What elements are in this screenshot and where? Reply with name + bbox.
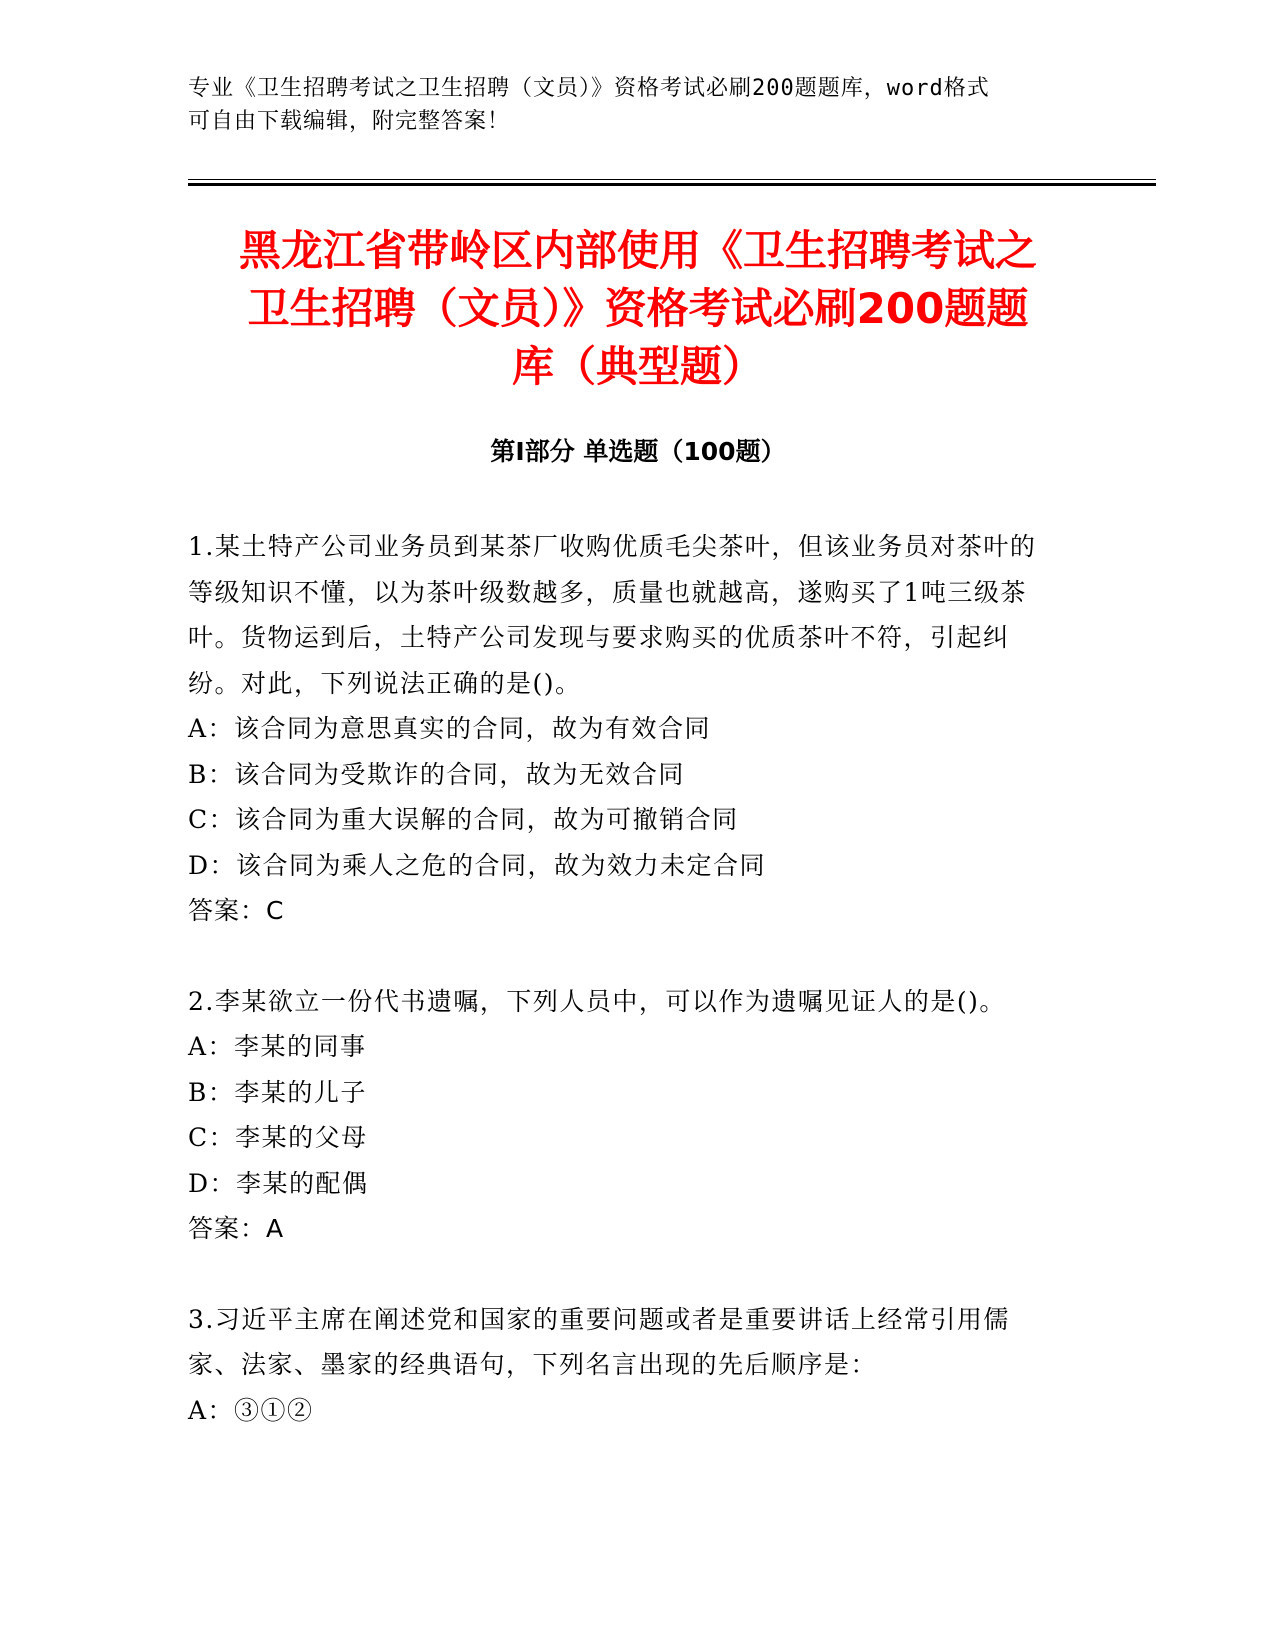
header-note-line-2: 可自由下载编辑，附完整答案！ [188,109,511,134]
option-d: D：李某的配偶 [188,1168,369,1198]
document-title-line-2: 卫生招聘（文员）》资格考试必刷200题题 [247,284,1029,333]
section-title: 第Ⅰ部分 单选题（100题） [490,437,786,466]
header-divider-thin [188,179,1156,180]
document-title-line-3: 库（典型题） [511,342,764,391]
document-title-line-1: 黑龙江省带岭区内部使用《卫生招聘考试之 [238,226,1037,275]
question-1 [188,524,1058,934]
question-stem: 2.李某欲立一份代书遗嘱，下列人员中，可以作为遗嘱见证人的是()。 [188,986,1006,1016]
option-a: A：李某的同事 [188,1032,367,1061]
header-note-line-1: 专业《卫生招聘考试之卫生招聘（文员）》资格考试必刷200题题库，word格式 [188,76,990,101]
option-c: C：李某的父母 [188,1123,368,1152]
option-b: B：该合同为受欺诈的合同，故为无效合同 [188,759,685,789]
question-3 [188,1297,1058,1434]
header-note [188,72,1068,138]
question-stem: 3.习近平主席在阐述党和国家的重要问题或者是重要讲话上经常引用儒家、法家、墨家的经典语句，下列名言出现的先后顺序是： [188,1304,1010,1379]
option-c: C：该合同为重大误解的合同，故为可撤销合同 [188,805,739,834]
header-divider-thick [188,183,1156,186]
option-b: B：李某的儿子 [188,1077,367,1107]
question-2 [188,979,1058,1252]
option-d: D：该合同为乘人之危的合同，故为效力未定合同 [188,850,767,880]
question-stem: 1.某土特产公司业务员到某茶厂收购优质毛尖茶叶，但该业务员对茶叶的等级知识不懂，以为茶叶级数越多，质量也就越高，遂购买了1吨三级茶叶。货物运到后，土特产公司发现与要求购买的优质茶叶不符，引起纠纷。对此，下列说法正确的是()。 [188,532,1037,698]
document-title [188,222,1088,396]
option-a: A：该合同为意思真实的合同，故为有效合同 [188,714,712,743]
question-list [188,524,1058,1478]
answer: 答案：C [188,896,285,925]
answer: 答案：A [188,1214,285,1243]
option-a: A：③①② [188,1395,314,1425]
